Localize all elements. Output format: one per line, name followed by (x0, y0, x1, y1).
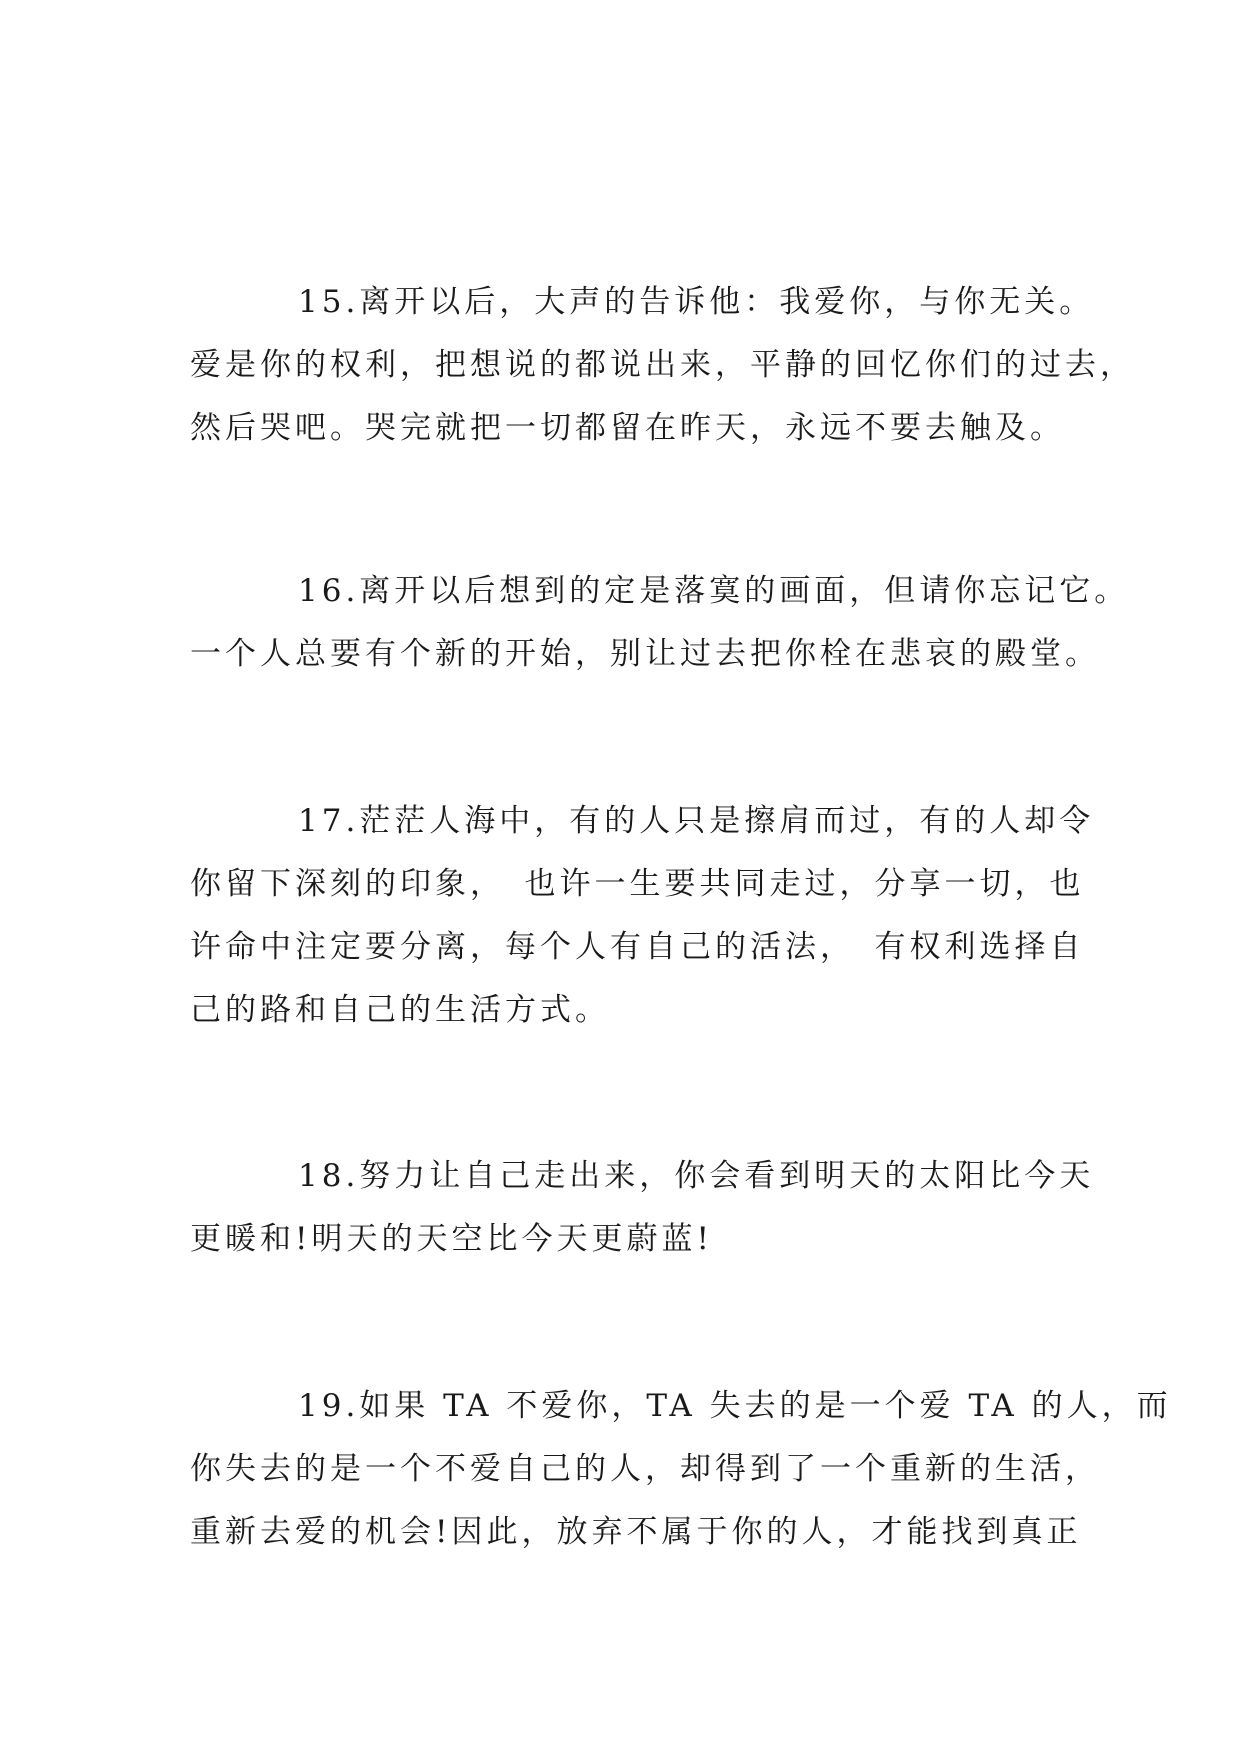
paragraph-line: 15.离开以后，大声的告诉他：我爱你，与你无关。 (298, 284, 1095, 320)
paragraph-line: 许命中注定要分离，每个人有自己的活法， 有权利选择自 (190, 929, 1085, 965)
paragraph-line: 然后哭吧。哭完就把一切都留在昨天，永远不要去触及。 (190, 410, 1065, 446)
paragraph-17 (190, 790, 1095, 1042)
paragraph-15 (190, 271, 1135, 460)
paragraph-line: 你失去的是一个不爱自己的人，却得到了一个重新的生活， (190, 1451, 1100, 1487)
paragraph-line: 更暖和!明天的天空比今天更蔚蓝! (190, 1221, 713, 1257)
paragraph-16 (190, 560, 1130, 686)
paragraph-line: 爱是你的权利，把想说的都说出来，平静的回忆你们的过去， (190, 347, 1135, 383)
paragraph-line: 己的路和自己的生活方式。 (190, 992, 610, 1028)
paragraph-line: 19.如果 TA 不爱你，TA 失去的是一个爱 TA 的人，而 (298, 1388, 1172, 1424)
paragraph-19 (190, 1375, 1172, 1564)
paragraph-18 (190, 1145, 1095, 1271)
paragraph-line: 17.茫茫人海中，有的人只是擦肩而过，有的人却令 (298, 803, 1095, 839)
paragraph-line: 重新去爱的机会!因此，放弃不属于你的人，才能找到真正 (190, 1514, 1082, 1550)
paragraph-line: 16.离开以后想到的定是落寞的画面，但请你忘记它。 (298, 573, 1130, 609)
paragraph-line: 一个人总要有个新的开始，别让过去把你栓在悲哀的殿堂。 (190, 636, 1100, 672)
paragraph-line: 18.努力让自己走出来，你会看到明天的太阳比今天 (298, 1158, 1095, 1194)
paragraph-line: 你留下深刻的印象， 也许一生要共同走过，分享一切，也 (190, 866, 1085, 902)
